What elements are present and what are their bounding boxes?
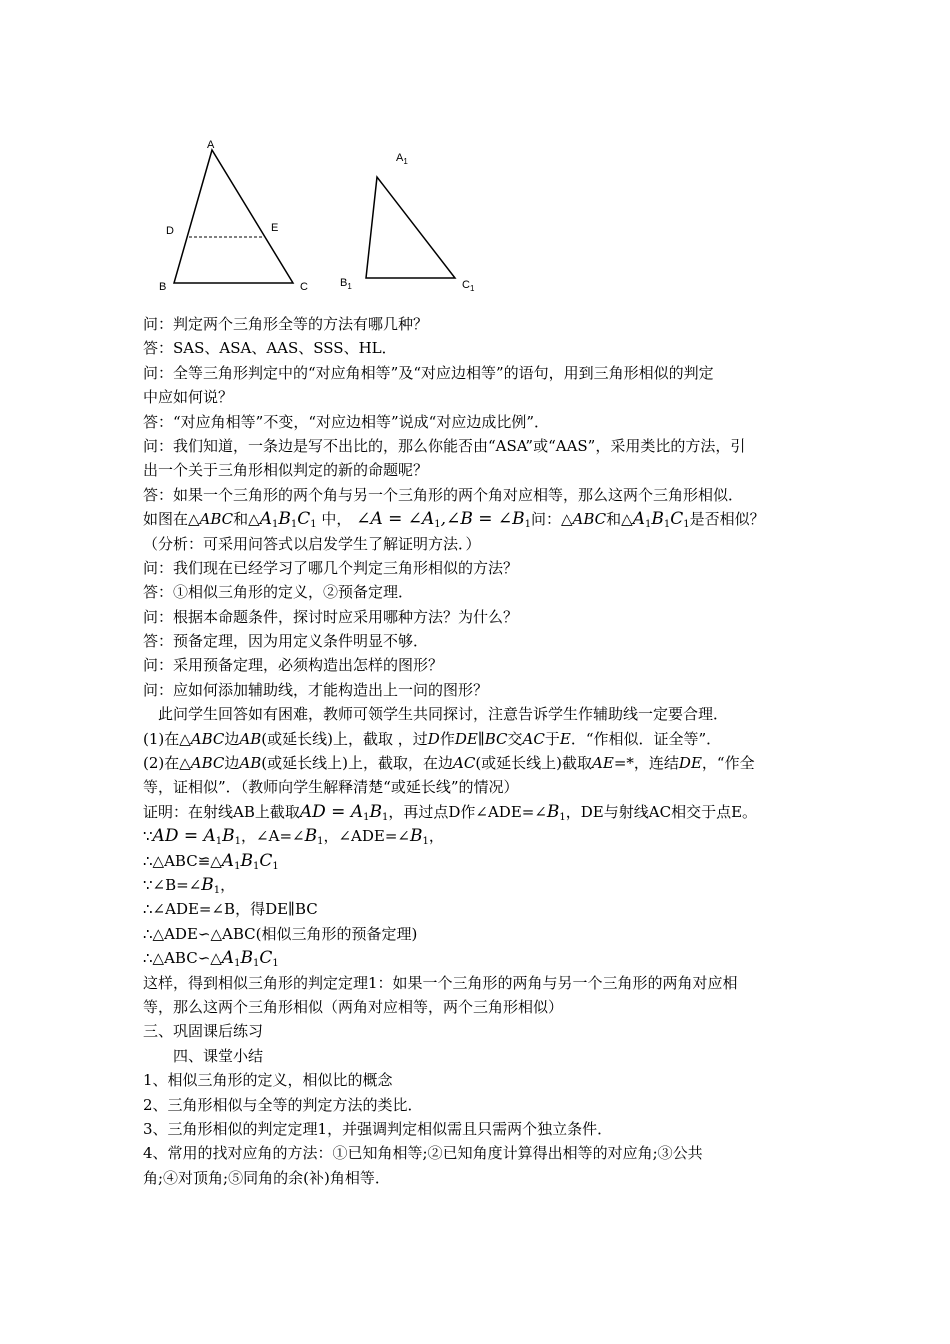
triangle-abc — [174, 150, 293, 283]
q-text: 和△ — [606, 510, 633, 529]
text-body — [143, 312, 823, 1190]
math-a1b1c1: $A_1B_1C_1$ — [632, 509, 690, 531]
text-line: 1、相似三角形的定义，相似比的概念 — [143, 1071, 393, 1090]
text-line: 等，证相似”．（教师向学生解释清楚“或延长线”的情况） — [143, 778, 519, 797]
text-line: 问：全等三角形判定中的“对应角相等”及“对应边相等”的语句，用到三角形相似的判定 — [143, 363, 714, 382]
proof-line-1: 证明：在射线AB上截取AD = $A_1B_1$，再过点D作$\angle ADE=\angle B_1$，DE与射线AC相交于点E。 — [143, 801, 758, 823]
text-line: 4、常用的找对应角的方法：①已知角相等;②已知角度计算得出相等的对应角;③公共 — [143, 1144, 703, 1163]
text-line: 问：我们知道，一条边是写不出比的，那么你能否由“ASA”或“AAS”，采用类比的方法，引 — [143, 436, 746, 455]
math-ad-eq: AD = $A_1B_1$ — [299, 801, 389, 823]
text-line: 等，那么这两个三角形相似（两角对应相等，两个三角形相似） — [143, 997, 564, 1016]
text-line: 问：采用预备定理，必须构造出怎样的图形？ — [143, 656, 444, 675]
proof-line-3: $\therefore\triangle ABC≌\triangle A_1B_1C_1$ — [143, 850, 279, 872]
proof-line-4: $\because\angle B=\angle B_1$， — [143, 874, 236, 896]
q-abc: ABC — [199, 510, 234, 529]
text-line: 3、三角形相似的判定定理1，并强调判定相似需且只需两个独立条件． — [143, 1119, 613, 1138]
proof-line-5: ∴∠ADE=∠B，得DE∥BC — [143, 900, 318, 919]
text-line: （分析：可采用问答式以启发学生了解证明方法．） — [143, 534, 481, 553]
proof-line-7: $\therefore\triangle ABC∽\triangle A_1B_1C_1$ — [143, 948, 279, 970]
label-e: E — [271, 222, 279, 234]
q-text: 和△ — [233, 510, 260, 529]
text-line: 三、巩固课后练习 — [143, 1022, 264, 1041]
method-1-line: (1)在△ABC边AB(或延长线)上，截取 ，过D作DE∥BC交AC于E．“作相似．证全等”． — [143, 729, 722, 748]
method-2-line: (2)在△ABC边AB(或延长线上)上，截取，在边AC(或延长线上)截取AE=*，连结DE，“作全 — [143, 754, 755, 773]
proof-line-2: ∵AD = $A_1B_1$，$\angle A=\angle B_1$，$\angle ADE=\angle B_1$， — [143, 826, 444, 848]
label-c: C — [300, 281, 308, 293]
q-text: 问：△ — [530, 510, 573, 529]
label-d: D — [166, 225, 174, 237]
q-text: 中， — [316, 510, 352, 529]
text-line: 2、三角形相似与全等的判定方法的类比． — [143, 1095, 423, 1114]
text-line: 出一个关于三角形相似判定的新的命题呢？ — [143, 461, 429, 480]
math-a1b1c1: $A_1B_1C_1$ — [221, 850, 279, 872]
q-text: 是否相似？ — [689, 510, 765, 529]
label-b: B — [159, 281, 167, 293]
triangle-a1b1c1 — [366, 177, 455, 278]
label-b1: $B_1$ — [340, 277, 352, 291]
triangle-figure — [150, 130, 490, 300]
section-heading: 四、课堂小结 — [173, 1046, 264, 1065]
text-line: 答：SAS、ASA、AAS、SSS、HL． — [143, 339, 397, 358]
math-a1b1c1: $A_1B_1C_1$ — [259, 509, 317, 531]
q-text: 如图在△ — [143, 510, 200, 529]
text-line: 答：①相似三角形的定义，②预备定理． — [143, 583, 414, 602]
text-line: 问：应如何添加辅助线，才能构造出上一问的图形？ — [143, 680, 489, 699]
label-a1: $A_1$ — [396, 152, 408, 166]
text-line: 此问学生回答如有困难，教师可领学生共同探讨，注意告诉学生作辅助线一定要合理． — [158, 705, 729, 724]
text-line: 答：如果一个三角形的两个角与另一个三角形的两个角对应相等，那么这两个三角形相似． — [143, 485, 744, 504]
proof-line-6: ∴△ADE∽△ABC(相似三角形的预备定理) — [143, 924, 418, 943]
label-a: A — [207, 139, 215, 151]
text-line: 问：判定两个三角形全等的方法有哪几种？ — [143, 315, 429, 333]
text-line: 问：我们现在已经学习了哪几个判定三角形相似的方法？ — [143, 558, 519, 577]
math-angle-condition: ∠A = $\angle A_1,\angle B$ = $\angle B_1$ — [356, 509, 531, 531]
question-line — [143, 507, 823, 531]
math-a1b1c1: $A_1B_1C_1$ — [221, 948, 279, 970]
text-line: 答：“对应角相等”不变，“对应边相等”说成“对应边成比例”． — [143, 412, 550, 431]
text-line: 问：根据本命题条件，探讨时应采用哪种方法？为什么？ — [143, 607, 519, 626]
text-line: 中应如何说？ — [143, 388, 234, 407]
math-ad-eq: AD = $A_1B_1$ — [152, 826, 242, 848]
text-line: 答：预备定理，因为用定义条件明显不够． — [143, 632, 429, 651]
q-abc: ABC — [572, 510, 607, 529]
label-c1: $C_1$ — [462, 279, 475, 293]
text-line: 角;④对顶角;⑤同角的余(补)角相等． — [143, 1168, 390, 1187]
text-line: 这样，得到相似三角形的判定定理1：如果一个三角形的两角与另一个三角形的两角对应相 — [143, 973, 738, 992]
